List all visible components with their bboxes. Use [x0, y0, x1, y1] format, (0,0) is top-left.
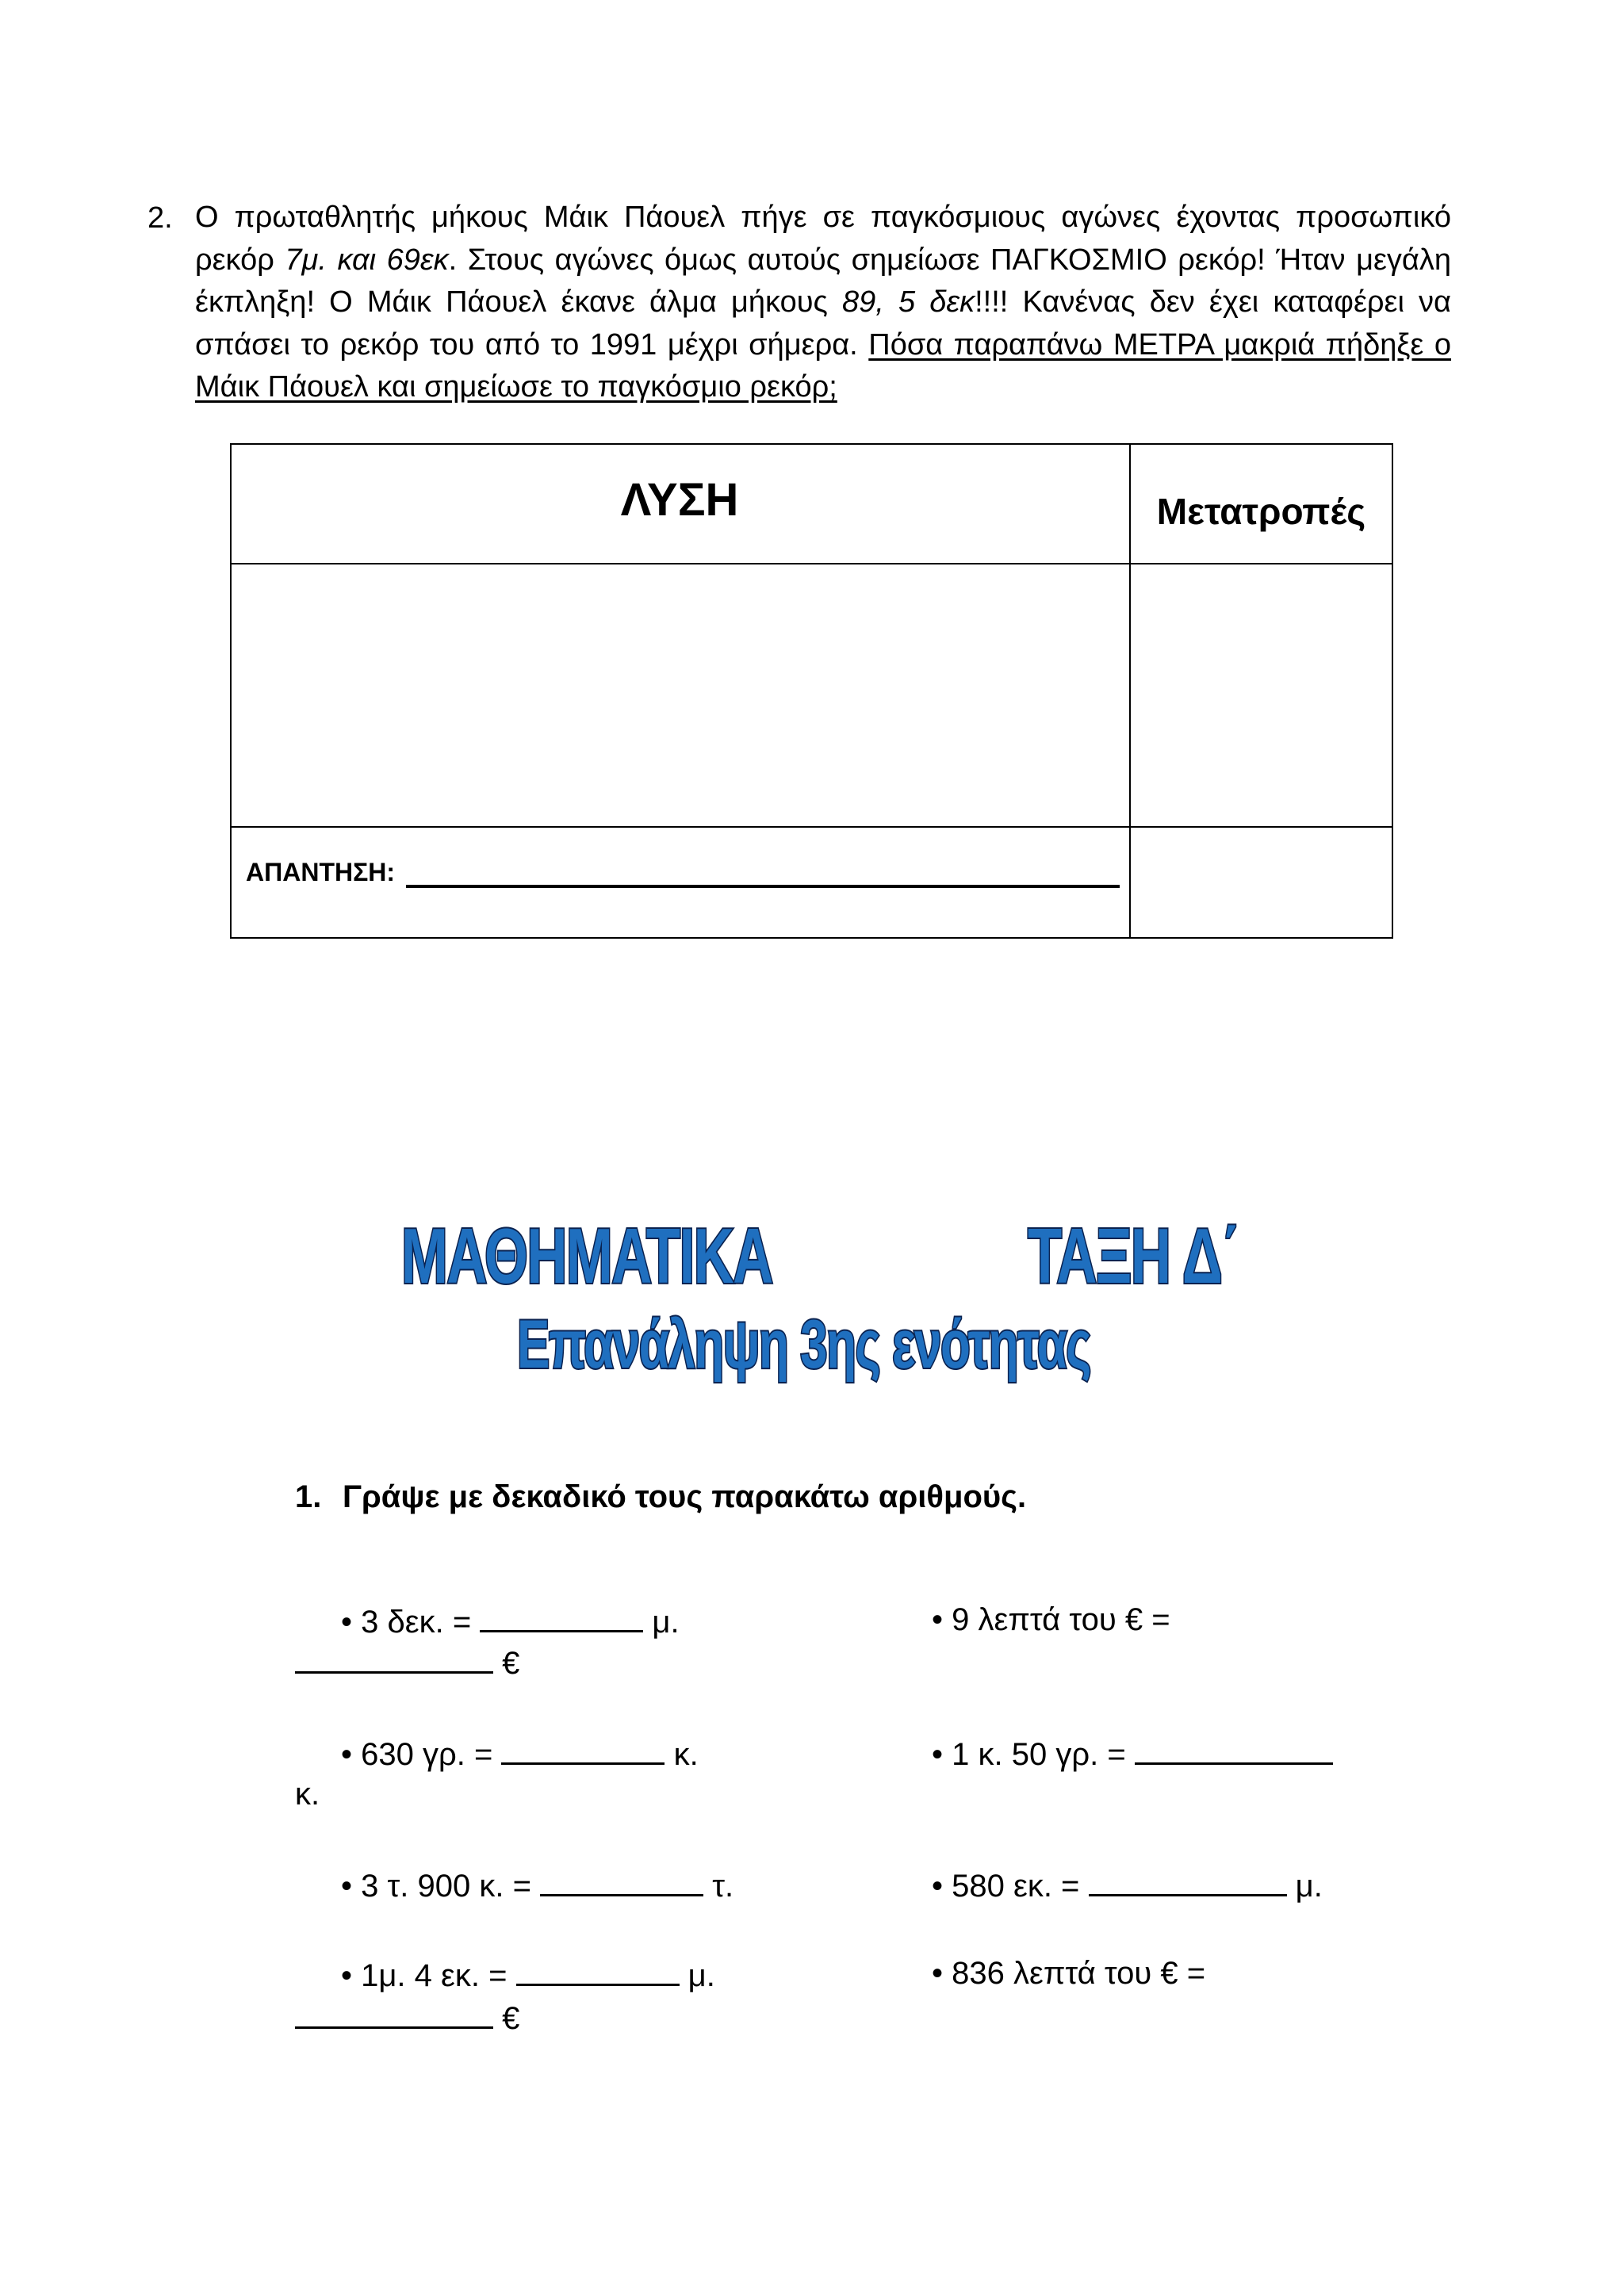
conversions-cell[interactable]	[1131, 564, 1392, 826]
table-border	[230, 937, 1393, 939]
exercise-item-continuation	[295, 1776, 320, 1812]
bullet-icon: •	[341, 1869, 353, 1904]
exercise-instruction: Γράψε με δεκαδικό τους παρακάτω αριθμούς.	[343, 1479, 1027, 1514]
solution-table	[230, 443, 1393, 939]
item-text: 1μ. 4 εκ. =	[361, 1958, 516, 1993]
answer-blank[interactable]	[1135, 1734, 1333, 1765]
answer-field[interactable]	[406, 885, 1120, 888]
bullet-icon: •	[932, 1737, 944, 1772]
answer-blank[interactable]	[540, 1866, 703, 1896]
bullet-icon: •	[932, 1956, 944, 1991]
answer-blank[interactable]	[1089, 1866, 1287, 1896]
conversions-answer-cell[interactable]	[1131, 828, 1392, 937]
answer-blank[interactable]	[295, 1998, 493, 2029]
exercise-item	[932, 1734, 1333, 1773]
exercise-item	[932, 1866, 1323, 1904]
item-unit: €	[493, 1646, 520, 1681]
table-border	[1392, 443, 1393, 939]
problem-number: 2.	[147, 201, 173, 235]
exercise-item	[932, 1601, 1170, 1638]
item-unit: κ.	[295, 1777, 320, 1812]
item-text: 3 τ. 900 κ. =	[361, 1869, 541, 1904]
solution-header: ΛΥΣΗ	[620, 474, 739, 526]
unit-subtitle: Επανάληψη 3ης ενότητας	[517, 1307, 1091, 1383]
item-unit: μ.	[679, 1958, 715, 1993]
problem-text-part: . Στους αγώνες όμως αυτούς σημείωσε ΠΑΓΚΟΣΜΙΟ ρεκόρ! Ήταν μεγάλη έκπληξη! Ο Μάικ Πάουελ έκανε άλμα μήκους	[195, 243, 1452, 319]
item-unit: μ.	[1286, 1869, 1323, 1904]
exercise-item	[341, 1601, 680, 1640]
solution-cell[interactable]	[232, 564, 1129, 826]
exercise-item	[341, 1866, 733, 1904]
bullet-icon: •	[932, 1869, 944, 1904]
problem-text-part: Ο πρωταθλητής μήκους Μάικ Πάουελ πήγε σε παγκόσμιους αγώνες έχοντας προσωπικό ρεκόρ	[195, 201, 1451, 277]
answer-blank[interactable]	[516, 1955, 680, 1986]
item-unit: τ.	[703, 1869, 734, 1904]
item-text: 1 κ. 50 γρ. =	[952, 1737, 1135, 1772]
item-text: 3 δεκ. =	[361, 1605, 481, 1640]
item-unit: €	[493, 2001, 520, 2036]
exercise-item	[932, 1955, 1205, 1992]
jump-length: 89, 5 δεκ	[841, 285, 975, 319]
exercise-item	[341, 1734, 699, 1773]
subject-title: ΜΑΘΗΜΑΤΙΚΑ	[401, 1212, 772, 1299]
exercise-item	[341, 1955, 715, 1994]
record-value: 7μ. και 69εκ	[285, 243, 449, 277]
bullet-icon: •	[341, 1737, 353, 1772]
bullet-icon: •	[341, 1605, 353, 1640]
bullet-icon: •	[341, 1958, 353, 1993]
exercise-number: 1.	[295, 1479, 322, 1514]
bullet-icon: •	[932, 1602, 944, 1637]
answer-label: ΑΠΑΝΤΗΣΗ:	[246, 858, 396, 886]
answer-blank[interactable]	[480, 1601, 643, 1632]
exercise-item-continuation	[295, 1998, 519, 2037]
problem-question: Πόσα παραπάνω ΜΕΤΡΑ μακριά πήδηξε ο Μάικ Πάουελ και σημείωσε το παγκόσμιο ρεκόρ;	[195, 327, 1451, 404]
table-border	[230, 443, 1393, 445]
item-text: 580 εκ. =	[952, 1869, 1089, 1904]
problem-text	[195, 197, 1451, 409]
problem-text-part: !!!! Κανένας δεν έχει καταφέρει να σπάσει το ρεκόρ του από το 1991 μέχρι σήμερα.	[195, 285, 1452, 362]
item-text: 836 λεπτά του € =	[952, 1956, 1206, 1991]
conversions-header: Μετατροπές	[1156, 491, 1366, 532]
item-text: 9 λεπτά του € =	[952, 1602, 1170, 1637]
answer-blank[interactable]	[295, 1643, 493, 1674]
exercise-item-continuation	[295, 1643, 519, 1682]
class-title: ΤΑΞΗ Δ΄	[1028, 1212, 1239, 1299]
item-unit: μ.	[643, 1605, 680, 1640]
answer-blank[interactable]	[501, 1734, 665, 1765]
item-text: 630 γρ. =	[361, 1737, 502, 1772]
item-unit: κ.	[665, 1737, 699, 1772]
